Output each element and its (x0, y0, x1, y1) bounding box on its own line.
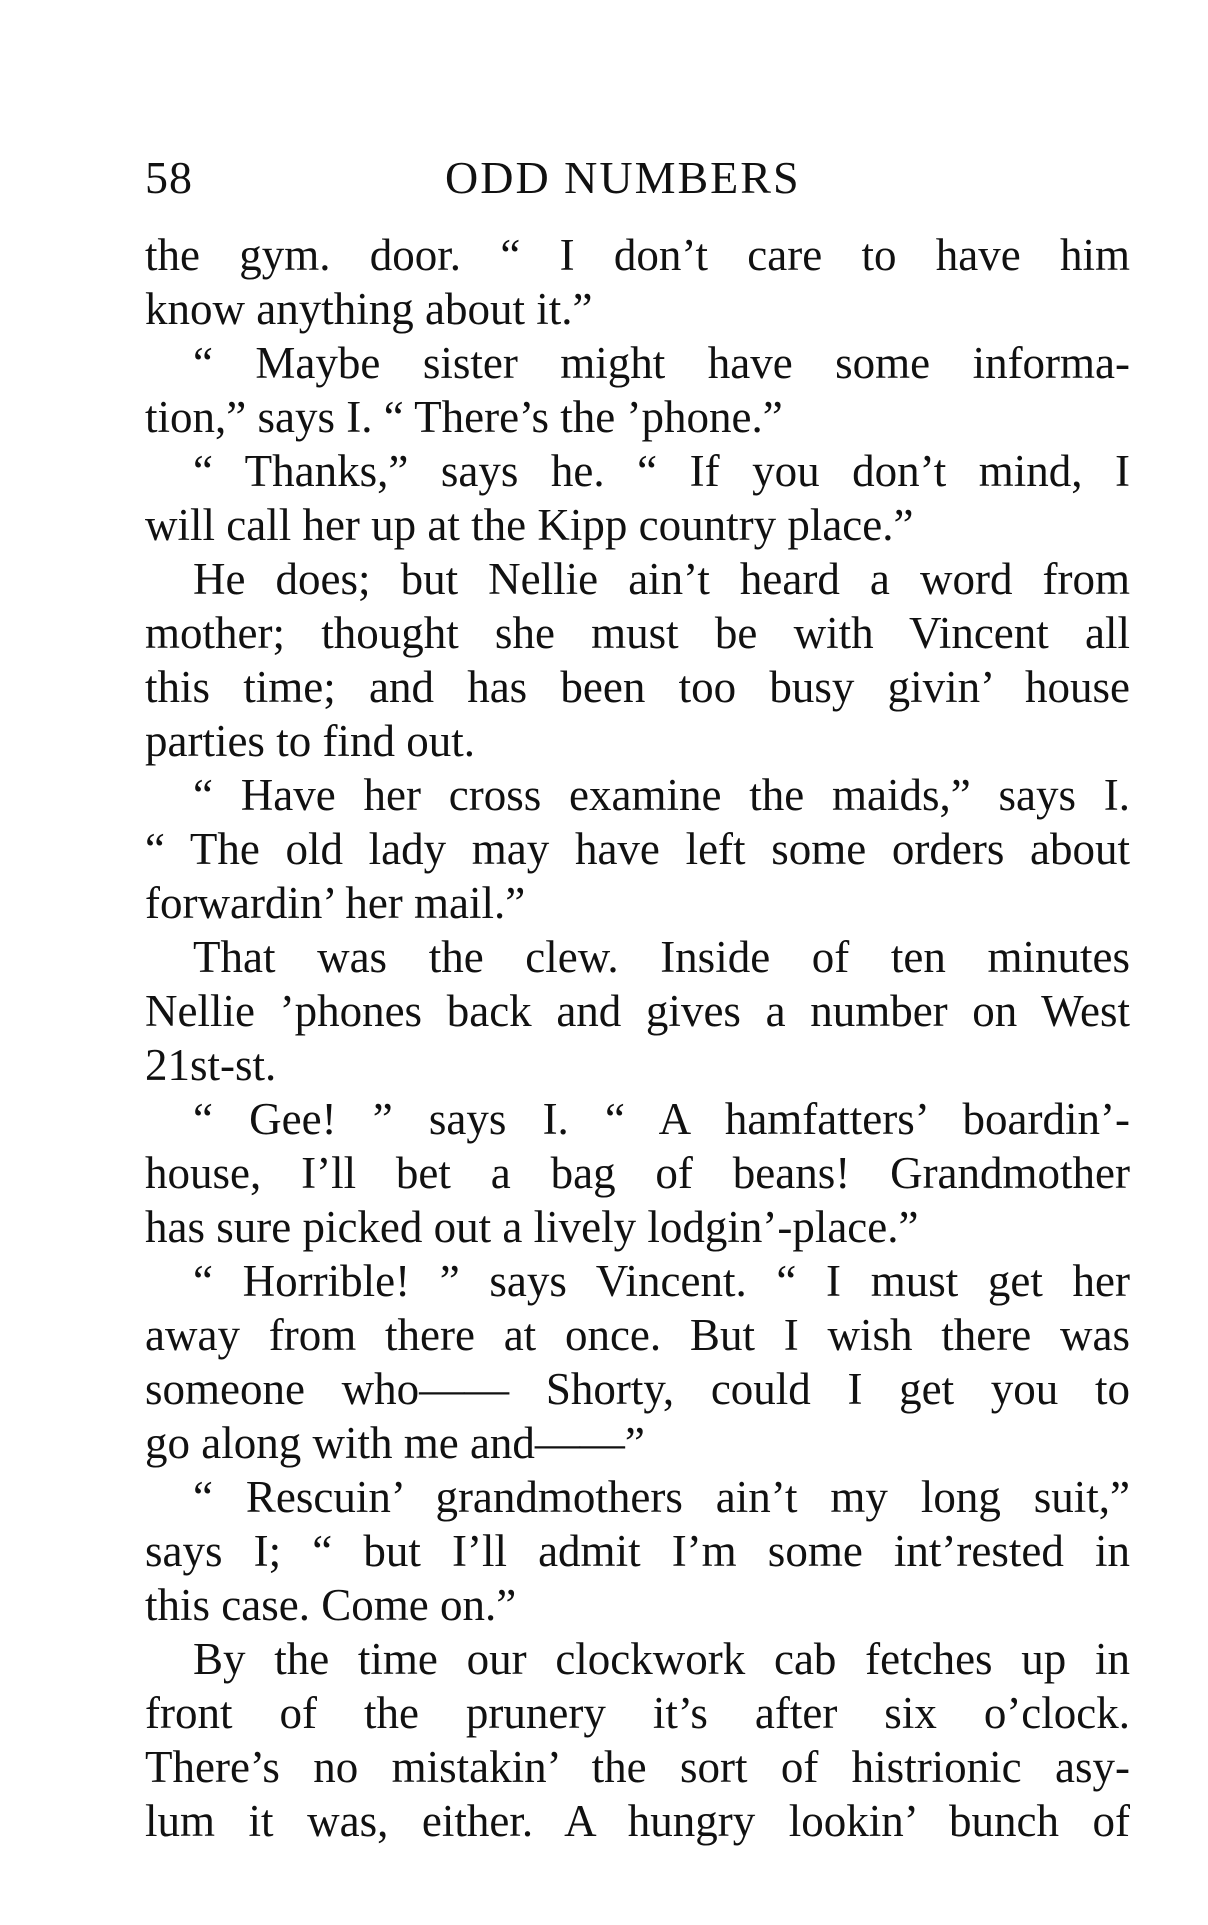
text-line: lum it was, either. A hungry lookin’ bunch of (145, 1796, 1130, 1846)
page-number: 58 (145, 152, 193, 203)
text-line: “ Have her cross examine the maids,” says I. (193, 770, 1130, 820)
text-line: has sure picked out a lively lodgin’-place.” (145, 1202, 919, 1252)
text-line: 21st-st. (145, 1040, 277, 1090)
text-line: the gym. door. “ I don’t care to have him (145, 230, 1130, 280)
text-line: By the time our clockwork cab fetches up in (193, 1634, 1130, 1684)
text-line: Nellie ’phones back and gives a number on West (145, 986, 1130, 1036)
text-line: will call her up at the Kipp country place.” (145, 500, 914, 550)
text-line: someone who—— Shorty, could I get you to (145, 1364, 1130, 1414)
text-line: mother; thought she must be with Vincent all (145, 608, 1130, 658)
text-line: “ Thanks,” says he. “ If you don’t mind, I (193, 446, 1130, 496)
text-line: tion,” says I. “ There’s the ’phone.” (145, 392, 783, 442)
text-line: go along with me and——” (145, 1418, 645, 1468)
text-line: says I; “ but I’ll admit I’m some int’rested in (145, 1526, 1130, 1576)
running-title: ODD NUMBERS (445, 152, 801, 203)
text-line: He does; but Nellie ain’t heard a word from (193, 554, 1130, 604)
page-header (145, 148, 1130, 208)
text-line: house, I’ll bet a bag of beans! Grandmother (145, 1148, 1130, 1198)
text-line: forwardin’ her mail.” (145, 878, 526, 928)
text-line: “ Maybe sister might have some informa- (193, 338, 1130, 388)
text-line: “ Horrible! ” says Vincent. “ I must get her (193, 1256, 1130, 1306)
text-line: know anything about it.” (145, 284, 593, 334)
text-line: this time; and has been too busy givin’ house (145, 662, 1130, 712)
text-line: this case. Come on.” (145, 1580, 517, 1630)
text-line: front of the prunery it’s after six o’clock. (145, 1688, 1130, 1738)
text-line: “ Rescuin’ grandmothers ain’t my long suit,” (193, 1472, 1130, 1522)
text-line: There’s no mistakin’ the sort of histrionic asy- (145, 1742, 1130, 1792)
text-line: away from there at once. But I wish there was (145, 1310, 1130, 1360)
text-line: “ Gee! ” says I. “ A hamfatters’ boardin’- (193, 1094, 1130, 1144)
text-line: parties to find out. (145, 716, 475, 766)
text-line: “ The old lady may have left some orders about (145, 824, 1130, 874)
body-text (145, 228, 1130, 1848)
text-line: That was the clew. Inside of ten minutes (193, 932, 1130, 982)
